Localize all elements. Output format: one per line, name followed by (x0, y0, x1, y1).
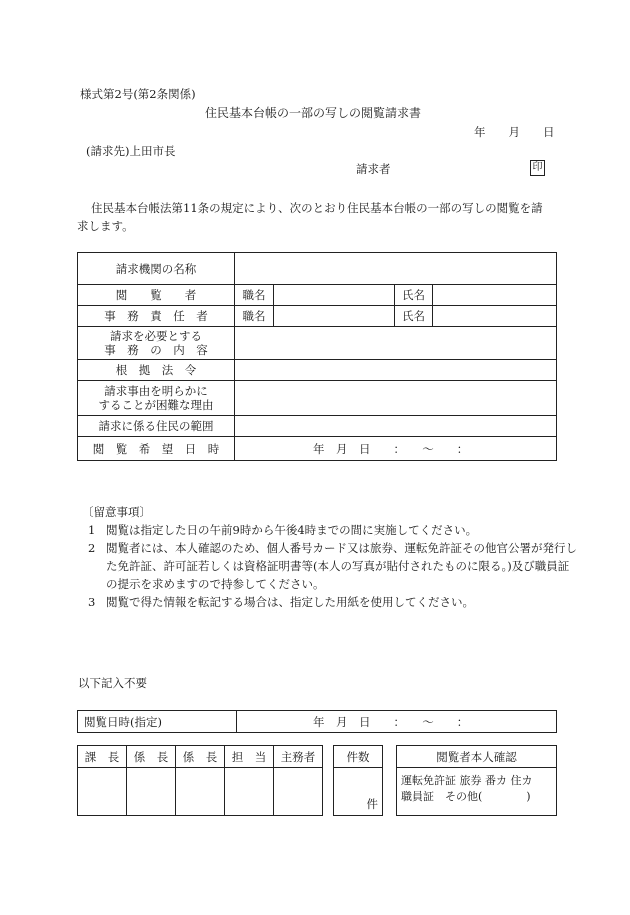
approval-header: 係 長 (176, 746, 225, 768)
difficulty-label-line-2: することが困難な理由 (98, 398, 214, 412)
count-label: 件数 (334, 746, 383, 768)
note-text: 閲覧は指定した日の午前9時から午後4時までの間に実施してください。 (106, 523, 478, 537)
note-number: 2 (88, 541, 96, 555)
difficulty-label-line-1: 請求事由を明らかに (104, 384, 208, 398)
viewer-position-label: 職名 (235, 285, 274, 306)
count-table (333, 745, 383, 816)
legal-basis-field[interactable] (235, 360, 557, 381)
note-text: 閲覧で得た情報を転記する場合は、指定した用紙を使用してください。 (106, 595, 474, 609)
approval-stamp-cell[interactable] (176, 768, 225, 816)
note-item (82, 521, 578, 539)
seal-mark (530, 159, 545, 176)
note-text: 閲覧者には、本人確認のため、個人番号カード又は旅券、運転免許証その他官公署が発行した免許証、許可証若しくは資格証明書等(本人の写真が貼付されたものに限る。)及び職員証の提示を求めますので持参してください。 (106, 541, 578, 591)
view-datetime-table (77, 710, 557, 733)
intro-line-1: 住民基本台帳法第11条の規定により、次のとおり住民基本台帳の一部の写しの閲覧を請 (91, 201, 543, 215)
view-datetime-field[interactable]: 年 月 日 ： 〜 ： (237, 711, 557, 733)
identity-line-2: 職員証 その他( ) (401, 790, 531, 803)
agency-name-label: 請求機関の名称 (78, 253, 235, 285)
form-title: 住民基本台帳の一部の写しの閲覧請求書 (205, 106, 422, 120)
desired-date-field[interactable]: 年 月 日 ： 〜 ： (235, 437, 557, 461)
note-number: 1 (88, 523, 96, 537)
viewer-position-field[interactable] (274, 285, 395, 306)
form-number: 様式第2号(第2条関係) (80, 87, 196, 101)
agency-name-field[interactable] (235, 253, 557, 285)
approval-stamp-cell[interactable] (225, 768, 274, 816)
difficulty-reason-label (78, 381, 235, 416)
identity-label: 閲覧者本人確認 (397, 746, 557, 768)
approval-header: 担 当 (225, 746, 274, 768)
approval-header: 係 長 (127, 746, 176, 768)
approval-header: 課 長 (78, 746, 127, 768)
office-use-heading: 以下記入不要 (78, 676, 147, 690)
intro-line-2: 求します。 (77, 219, 134, 233)
count-field[interactable] (334, 768, 383, 816)
seal-icon: 印 (530, 160, 545, 176)
count-unit: 件 (366, 797, 378, 811)
difficulty-reason-field[interactable] (235, 381, 557, 416)
legal-basis-label: 根 拠 法 令 (78, 360, 235, 381)
note-item (82, 593, 578, 611)
viewer-name-field[interactable] (433, 285, 557, 306)
identity-table (396, 745, 557, 816)
desired-date-label: 閲 覧 希 望 日 時 (78, 437, 235, 461)
notes-section (82, 503, 578, 611)
identity-line-1: 運転免許証 旅券 番カ 住カ (401, 774, 533, 787)
viewer-label: 閲 覧 者 (78, 285, 235, 306)
purpose-label-line-1: 請求を必要とする (110, 329, 202, 343)
approval-stamp-cell[interactable] (127, 768, 176, 816)
view-datetime-label: 閲覧日時(指定) (78, 711, 237, 733)
responsible-position-label: 職名 (235, 306, 274, 327)
purpose-field[interactable] (235, 327, 557, 360)
request-table (77, 252, 557, 461)
purpose-label (78, 327, 235, 360)
responsible-position-field[interactable] (274, 306, 395, 327)
note-item (82, 539, 578, 593)
responsible-name-field[interactable] (433, 306, 557, 327)
addressee: (請求先)上田市長 (86, 144, 176, 158)
viewer-name-label: 氏名 (395, 285, 433, 306)
notes-heading: 〔留意事項〕 (82, 505, 151, 519)
scope-label: 請求に係る住民の範囲 (78, 416, 235, 437)
approval-stamp-cell[interactable] (78, 768, 127, 816)
note-number: 3 (88, 595, 96, 609)
identity-options (397, 768, 557, 816)
date-line: 年 月 日 (474, 125, 555, 139)
requester-label: 請求者 (356, 162, 391, 176)
responsible-label: 事 務 責 任 者 (78, 306, 235, 327)
approval-header: 主務者 (274, 746, 323, 768)
responsible-name-label: 氏名 (395, 306, 433, 327)
purpose-label-line-2: 事 務 の 内 容 (104, 343, 208, 357)
approval-stamp-cell[interactable] (274, 768, 323, 816)
scope-field[interactable] (235, 416, 557, 437)
approval-table (77, 745, 323, 816)
